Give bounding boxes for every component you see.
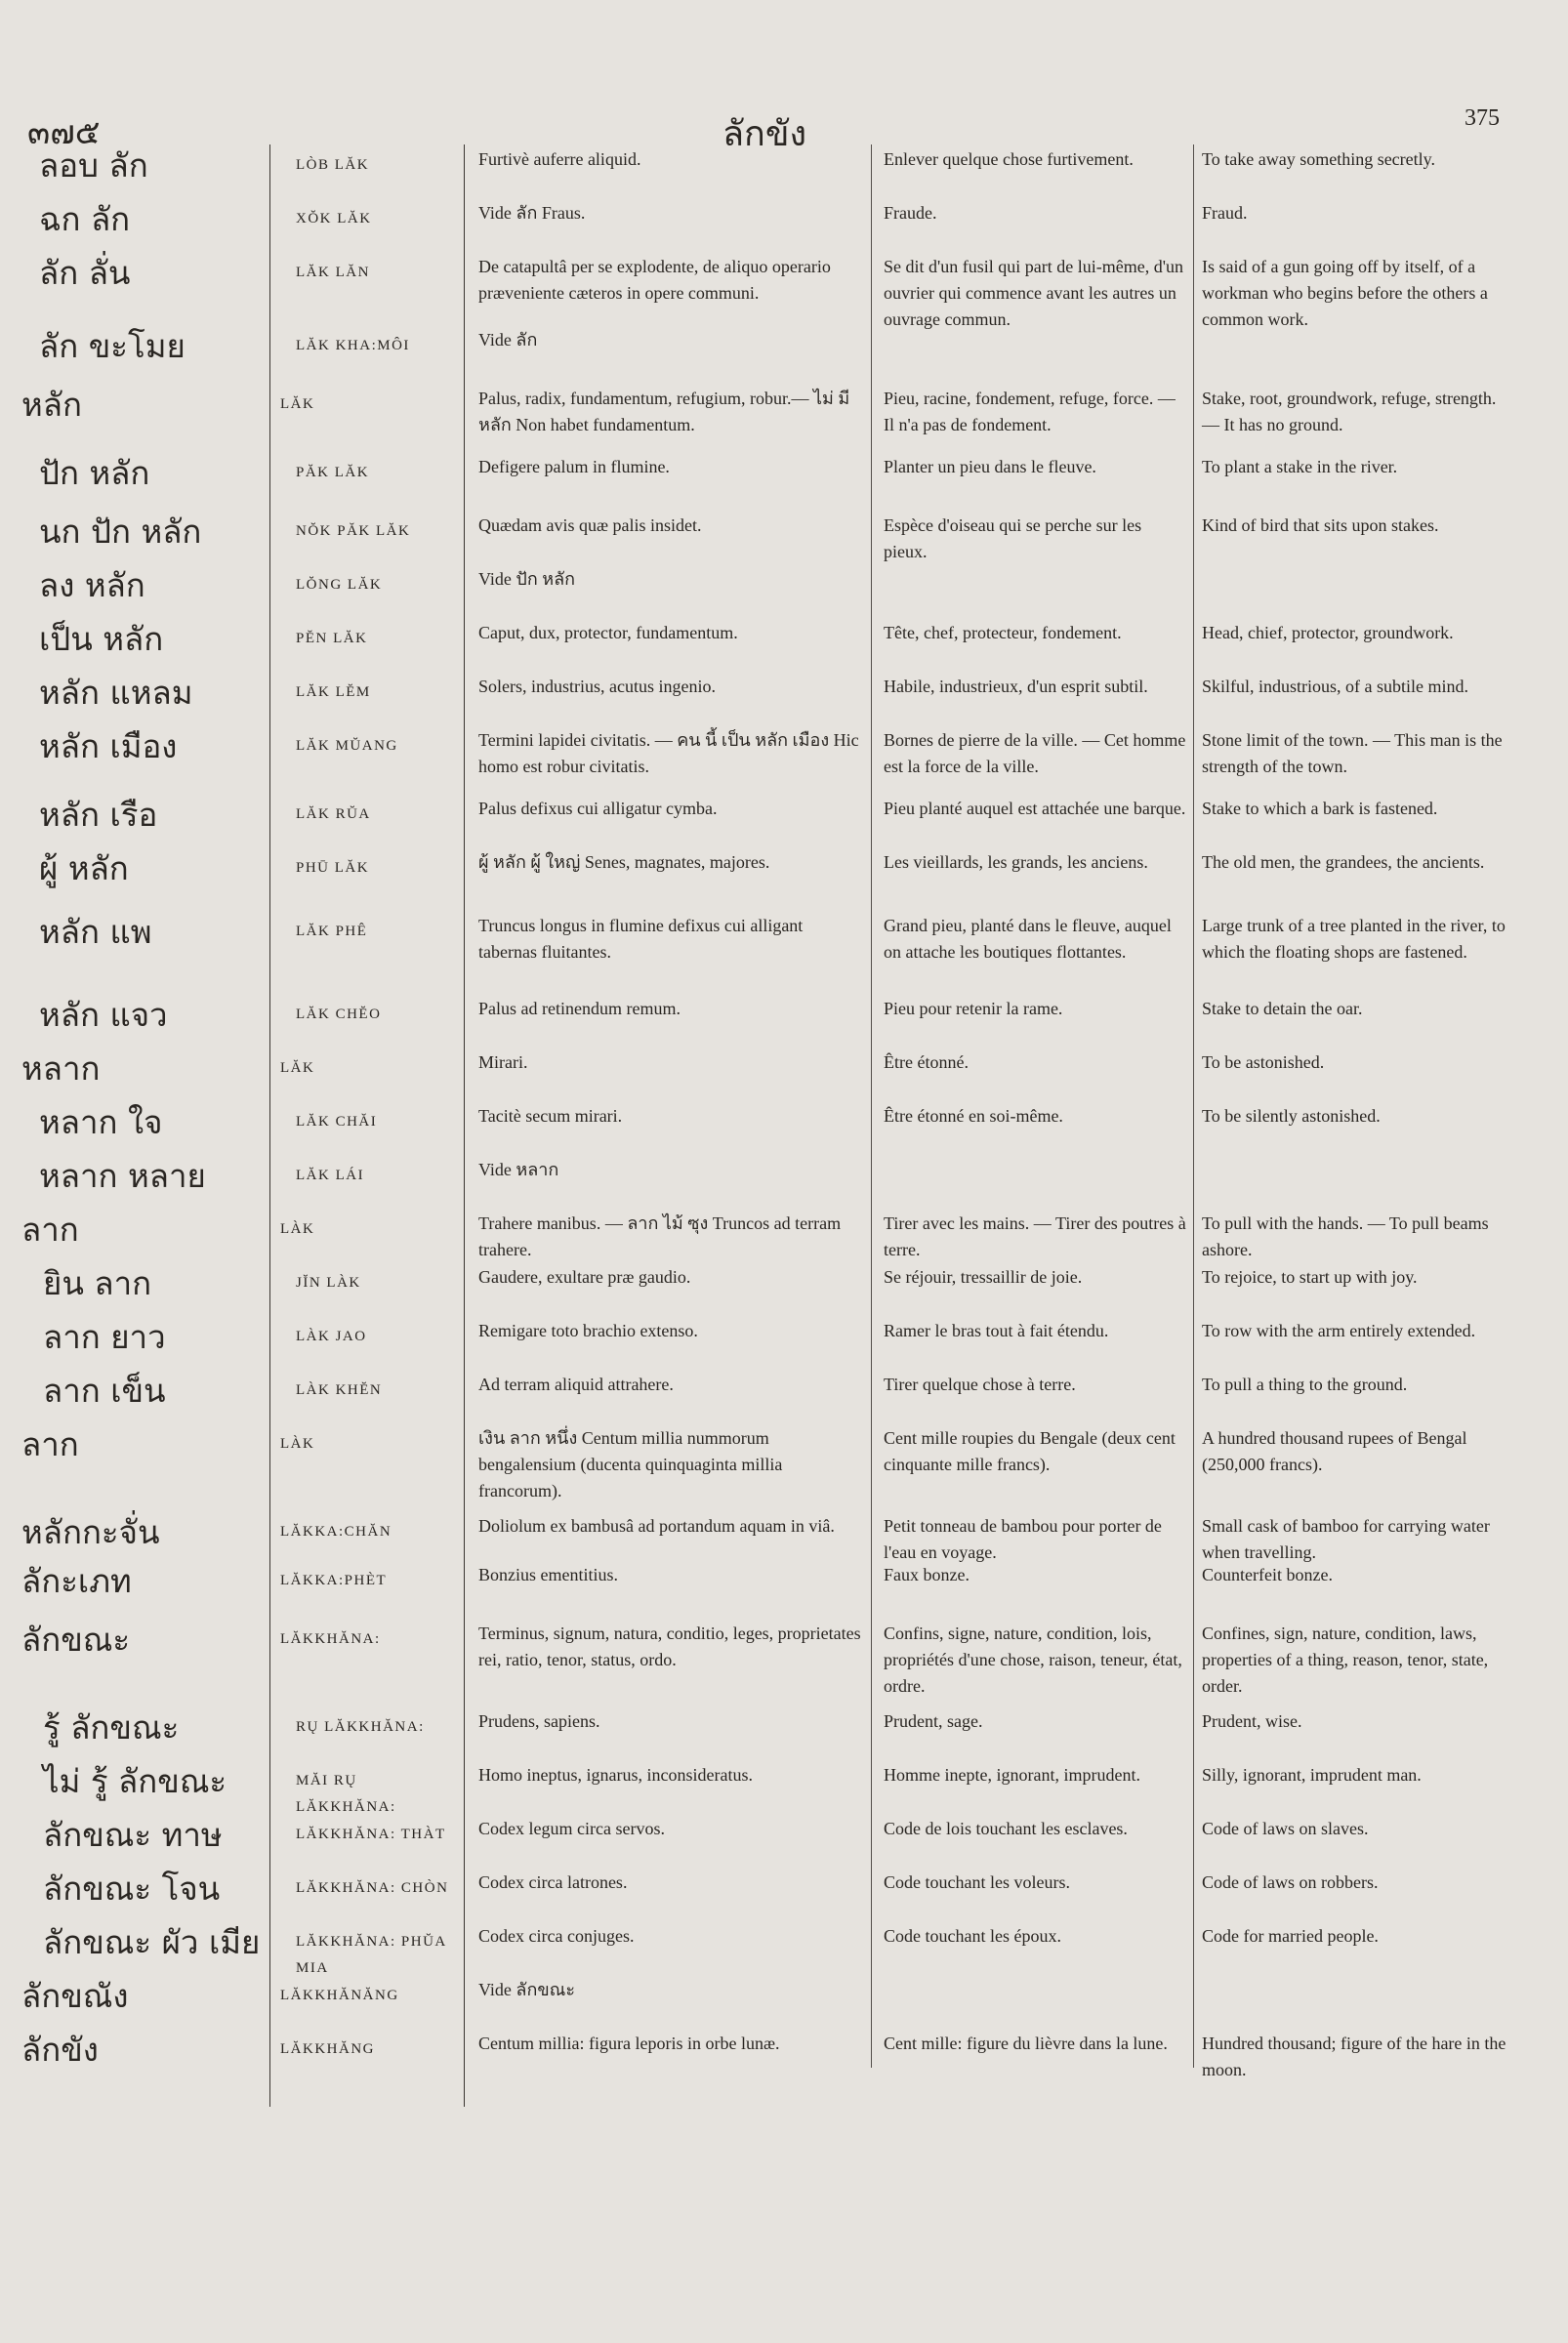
definition-english: Code of laws on slaves. (1202, 1819, 1369, 1838)
definition-latin: Codex legum circa servos. (478, 1819, 665, 1838)
headword-thai: ลักขณะ (21, 1621, 131, 1659)
definition-french: Cent mille: figure du lièvre dans la lune. (884, 2034, 1168, 2053)
definition-french: Code de lois touchant les esclaves. (884, 1819, 1128, 1838)
headword-romanization: PĔN LĂK (296, 631, 368, 646)
definition-english: To take away something secretly. (1202, 149, 1435, 169)
headword-thai: ลอบ ลัก (39, 146, 148, 185)
definition-english: The old men, the grandees, the ancients. (1202, 852, 1485, 872)
headword-thai: ลัก ขะโมย (39, 327, 186, 365)
definition-french: Cent mille roupies du Bengale (deux cent cinquante mille francs). (884, 1428, 1176, 1474)
definition-latin: Remigare toto brachio extenso. (478, 1321, 698, 1340)
headword-romanization: LĂK CHĂI (296, 1114, 378, 1130)
definition-latin: Trahere manibus. — ลาก ไม้ ซุง Truncos ad terram trahere. (478, 1213, 842, 1259)
definition-french: Habile, industrieux, d'un esprit subtil. (884, 677, 1148, 696)
definition-english: Counterfeit bonze. (1202, 1565, 1333, 1584)
thai-page-number: ๓๗๕ (27, 115, 101, 151)
definition-latin: Codex circa latrones. (478, 1872, 628, 1892)
definition-french: Bornes de pierre de la ville. — Cet homme est la force de la ville. (884, 730, 1186, 776)
headword-romanization: LĂK CHĔO (296, 1007, 382, 1022)
definition-english: A hundred thousand rupees of Bengal (250,000 francs). (1202, 1428, 1467, 1474)
definition-french: Tête, chef, protecteur, fondement. (884, 623, 1122, 642)
definition-english: Silly, ignorant, imprudent man. (1202, 1765, 1422, 1785)
definition-french: Grand pieu, planté dans le fleuve, auquel on attache les boutiques flottantes. (884, 916, 1172, 962)
headword-thai: หลัก เมือง (39, 727, 178, 765)
column-rule-4 (1193, 144, 1194, 2068)
definition-english: Confines, sign, nature, condition, laws, properties of a thing, reason, tenor, state, order. (1202, 1624, 1489, 1696)
definition-french: Confins, signe, nature, condition, lois, propriétés d'une chose, raison, teneur, état, ordre. (884, 1624, 1182, 1696)
headword-thai: หลัก แจว (39, 996, 168, 1034)
definition-english: To rejoice, to start up with joy. (1202, 1267, 1418, 1287)
definition-latin: Centum millia: figura leporis in orbe lunæ. (478, 2034, 780, 2053)
definition-english: Is said of a gun going off by itself, of a workman who begins before the others a common work. (1202, 257, 1488, 329)
definition-french: Pieu, racine, fondement, refuge, force. — Il n'a pas de fondement. (884, 389, 1176, 434)
definition-latin: Solers, industrius, acutus ingenio. (478, 677, 716, 696)
headword-thai: ไม่ รู้ ลักขณะ (43, 1762, 227, 1800)
headword-thai: ลาก เข็น (43, 1372, 166, 1410)
headword-romanization: LÀK KHĔN (296, 1382, 383, 1398)
definition-french: Se réjouir, tressaillir de joie. (884, 1267, 1083, 1287)
definition-english: To pull with the hands. — To pull beams ashore. (1202, 1213, 1489, 1259)
definition-latin: Palus defixus cui alligatur cymba. (478, 799, 718, 818)
definition-latin: เงิน ลาก หนึ่ง Centum millia nummorum bengalensium (ducenta quinquaginta millia francorum). (478, 1428, 783, 1500)
definition-french: Homme inepte, ignorant, imprudent. (884, 1765, 1140, 1785)
headword-romanization: LĂK (280, 396, 315, 412)
definition-latin: Termini lapidei civitatis. — คน นี้ เป็น หลัก เมือง Hic homo est robur civitatis. (478, 730, 859, 776)
headword-romanization: LĂK (280, 1060, 315, 1076)
definition-latin: Defigere palum in flumine. (478, 457, 670, 476)
definition-english: To pull a thing to the ground. (1202, 1375, 1408, 1394)
definition-french: Pieu planté auquel est attachée une barque. (884, 799, 1186, 818)
definition-english: Stone limit of the town. — This man is the strength of the town. (1202, 730, 1503, 776)
headword-thai: ลักขณัง (21, 1977, 129, 2015)
headword-romanization: LÀK JAO (296, 1329, 367, 1344)
definition-english: Hundred thousand; figure of the hare in the moon. (1202, 2034, 1506, 2079)
definition-french: Être étonné en soi-même. (884, 1106, 1063, 1126)
definition-english: Head, chief, protector, groundwork. (1202, 623, 1454, 642)
headword-thai: ลาก ยาว (43, 1318, 166, 1356)
column-rule-2 (464, 144, 465, 2107)
headword-romanization: JĬN LÀK (296, 1275, 361, 1291)
headword-romanization: LÀK (280, 1436, 315, 1452)
headword-romanization: PĂK LĂK (296, 465, 370, 480)
definition-latin: Furtivè auferre aliquid. (478, 149, 641, 169)
headword-romanization: LŎNG LĂK (296, 577, 383, 593)
headword-thai: นก ปัก หลัก (39, 513, 202, 551)
headword-thai: ลักขณะ โจน (43, 1870, 221, 1908)
headword-romanization: LĂK PHÊ (296, 924, 368, 939)
definition-latin: Codex circa conjuges. (478, 1926, 635, 1946)
headword-thai: ฉก ลัก (39, 200, 131, 238)
headword-thai: ลักขณะ ผัว เมีย (43, 1923, 261, 1961)
definition-latin: Vide ลักขณะ (478, 1980, 576, 1999)
definition-english: To be silently astonished. (1202, 1106, 1381, 1126)
headword-romanization: NŎK PĂK LĂK (296, 523, 411, 539)
definition-english: Large trunk of a tree planted in the river, to which the floating shops are fastened. (1202, 916, 1506, 962)
column-rule-3 (871, 144, 872, 2068)
definition-latin: De catapultâ per se explodente, de aliquo operario præveniente cæteros in opere communi. (478, 257, 831, 303)
definition-latin: Palus ad retinendum remum. (478, 999, 681, 1018)
headword-thai: หลาก (21, 1049, 101, 1088)
running-head: ลักขัง (722, 114, 807, 153)
definition-english: Stake, root, groundwork, refuge, strength. — It has no ground. (1202, 389, 1497, 434)
headword-thai: ลาก (21, 1425, 79, 1463)
definition-french: Fraude. (884, 203, 937, 223)
definition-latin: Terminus, signum, natura, conditio, leges, proprietates rei, ratio, tenor, status, ordo. (478, 1624, 861, 1669)
definition-french: Pieu pour retenir la rame. (884, 999, 1063, 1018)
headword-thai: หลัก แหลม (39, 674, 193, 712)
definition-latin: Vide หลาก (478, 1160, 559, 1179)
definition-french: Code touchant les voleurs. (884, 1872, 1070, 1892)
definition-latin: Prudens, sapiens. (478, 1711, 600, 1731)
headword-thai: ลักขณะ ทาษ (43, 1816, 223, 1854)
definition-latin: Doliolum ex bambusâ ad portandum aquam in viâ. (478, 1516, 835, 1536)
headword-thai: ผู้ หลัก (39, 849, 129, 887)
headword-romanization: LĂKKA:CHĂN (280, 1524, 392, 1540)
definition-french: Les vieillards, les grands, les anciens. (884, 852, 1148, 872)
headword-romanization: LÀK (280, 1221, 315, 1237)
definition-french: Prudent, sage. (884, 1711, 983, 1731)
definition-english: To row with the arm entirely extended. (1202, 1321, 1476, 1340)
definition-english: Small cask of bamboo for carrying water when travelling. (1202, 1516, 1490, 1562)
definition-french: Être étonné. (884, 1052, 969, 1072)
headword-romanization: LĂKKHĂNA: CHÒN (296, 1880, 449, 1896)
headword-romanization: LĂK KHA:MÔI (296, 338, 410, 353)
definition-french: Se dit d'un fusil qui part de lui-même, d'un ouvrier qui commence avant les autres un ouvrage commun. (884, 257, 1183, 329)
definition-english: Stake to detain the oar. (1202, 999, 1363, 1018)
definition-french: Faux bonze. (884, 1565, 970, 1584)
headword-thai: ลักขัง (21, 2031, 99, 2069)
headword-romanization: LĂK RŬA (296, 806, 371, 822)
definition-latin: ผู้ หลัก ผู้ ใหญ่ Senes, magnates, majores. (478, 852, 770, 872)
headword-romanization: RŲ LĂKKHĂNA: (296, 1719, 425, 1735)
headword-thai: ลง หลัก (39, 566, 145, 604)
headword-thai: ปัก หลัก (39, 454, 150, 492)
definition-english: Code for married people. (1202, 1926, 1379, 1946)
definition-latin: Vide ลัก Fraus. (478, 203, 586, 223)
headword-thai: เป็น หลัก (39, 620, 164, 658)
definition-english: Fraud. (1202, 203, 1248, 223)
headword-romanization: LĂK LĔM (296, 684, 371, 700)
definition-french: Petit tonneau de bambou pour porter de l'eau en voyage. (884, 1516, 1162, 1562)
headword-romanization: LĂKKHĂNG (280, 2041, 375, 2057)
definition-english: Prudent, wise. (1202, 1711, 1302, 1731)
headword-thai: ลักะเภท (21, 1562, 132, 1600)
headword-thai: ลาก (21, 1211, 79, 1249)
headword-thai: หลัก (21, 386, 82, 424)
definition-french: Code touchant les époux. (884, 1926, 1061, 1946)
headword-romanization: LĂK LÁI (296, 1168, 365, 1183)
headword-romanization: PHŪ LĂK (296, 860, 370, 876)
headword-romanization: XŎK LĂK (296, 211, 372, 226)
headword-romanization: LĂKKA:PHÈT (280, 1573, 388, 1588)
headword-thai: หลัก แพ (39, 913, 152, 951)
definition-latin: Homo ineptus, ignarus, inconsideratus. (478, 1765, 753, 1785)
headword-romanization: LĂKKHĂNA: THÀT (296, 1827, 446, 1842)
headword-thai: หลาก หลาย (39, 1157, 206, 1195)
definition-latin: Tacitè secum mirari. (478, 1106, 623, 1126)
definition-english: Skilful, industrious, of a subtile mind. (1202, 677, 1468, 696)
definition-latin: Palus, radix, fundamentum, refugium, robur.— ไม่ มี หลัก Non habet fundamentum. (478, 389, 850, 434)
headword-romanization: LĂK MŬANG (296, 738, 398, 754)
headword-romanization: LÒB LĂK (296, 157, 370, 173)
definition-english: Code of laws on robbers. (1202, 1872, 1379, 1892)
headword-thai: รู้ ลักขณะ (43, 1708, 180, 1747)
definition-latin: Bonzius ementitius. (478, 1565, 618, 1584)
definition-english: Kind of bird that sits upon stakes. (1202, 515, 1439, 535)
definition-latin: Caput, dux, protector, fundamentum. (478, 623, 738, 642)
definition-latin: Ad terram aliquid attrahere. (478, 1375, 674, 1394)
headword-thai: หลาก ใจ (39, 1103, 163, 1141)
definition-french: Ramer le bras tout à fait étendu. (884, 1321, 1109, 1340)
headword-romanization: LĂKKHĂNA: (280, 1631, 381, 1647)
headword-thai: หลัก เรือ (39, 796, 158, 834)
page-number: 375 (1465, 105, 1500, 131)
definition-english: Stake to which a bark is fastened. (1202, 799, 1438, 818)
headword-romanization: MĂI RŲ LĂKKHĂNA: (296, 1773, 396, 1815)
definition-latin: Vide ลัก (478, 330, 538, 349)
headword-romanization: LĂKKHĂNA: PHŬA MIA (296, 1934, 446, 1976)
definition-french: Planter un pieu dans le fleuve. (884, 457, 1096, 476)
definition-latin: Vide ปัก หลัก (478, 569, 576, 589)
headword-thai: หลักกะจั่น (21, 1513, 160, 1551)
definition-english: To plant a stake in the river. (1202, 457, 1398, 476)
definition-latin: Gaudere, exultare præ gaudio. (478, 1267, 691, 1287)
headword-thai: ลัก ลั่น (39, 254, 131, 292)
headword-thai: ยิน ลาก (43, 1264, 152, 1302)
definition-french: Enlever quelque chose furtivement. (884, 149, 1134, 169)
definition-latin: Quædam avis quæ palis insidet. (478, 515, 702, 535)
definition-french: Tirer avec les mains. — Tirer des poutres à terre. (884, 1213, 1186, 1259)
definition-french: Tirer quelque chose à terre. (884, 1375, 1076, 1394)
definition-latin: Mirari. (478, 1052, 528, 1072)
definition-english: To be astonished. (1202, 1052, 1325, 1072)
headword-romanization: LĂKKHĂNĂNG (280, 1988, 399, 2003)
definition-french: Espèce d'oiseau qui se perche sur les pieux. (884, 515, 1142, 561)
definition-latin: Truncus longus in flumine defixus cui alligant tabernas fluitantes. (478, 916, 804, 962)
headword-romanization: LĂK LĂN (296, 265, 370, 280)
